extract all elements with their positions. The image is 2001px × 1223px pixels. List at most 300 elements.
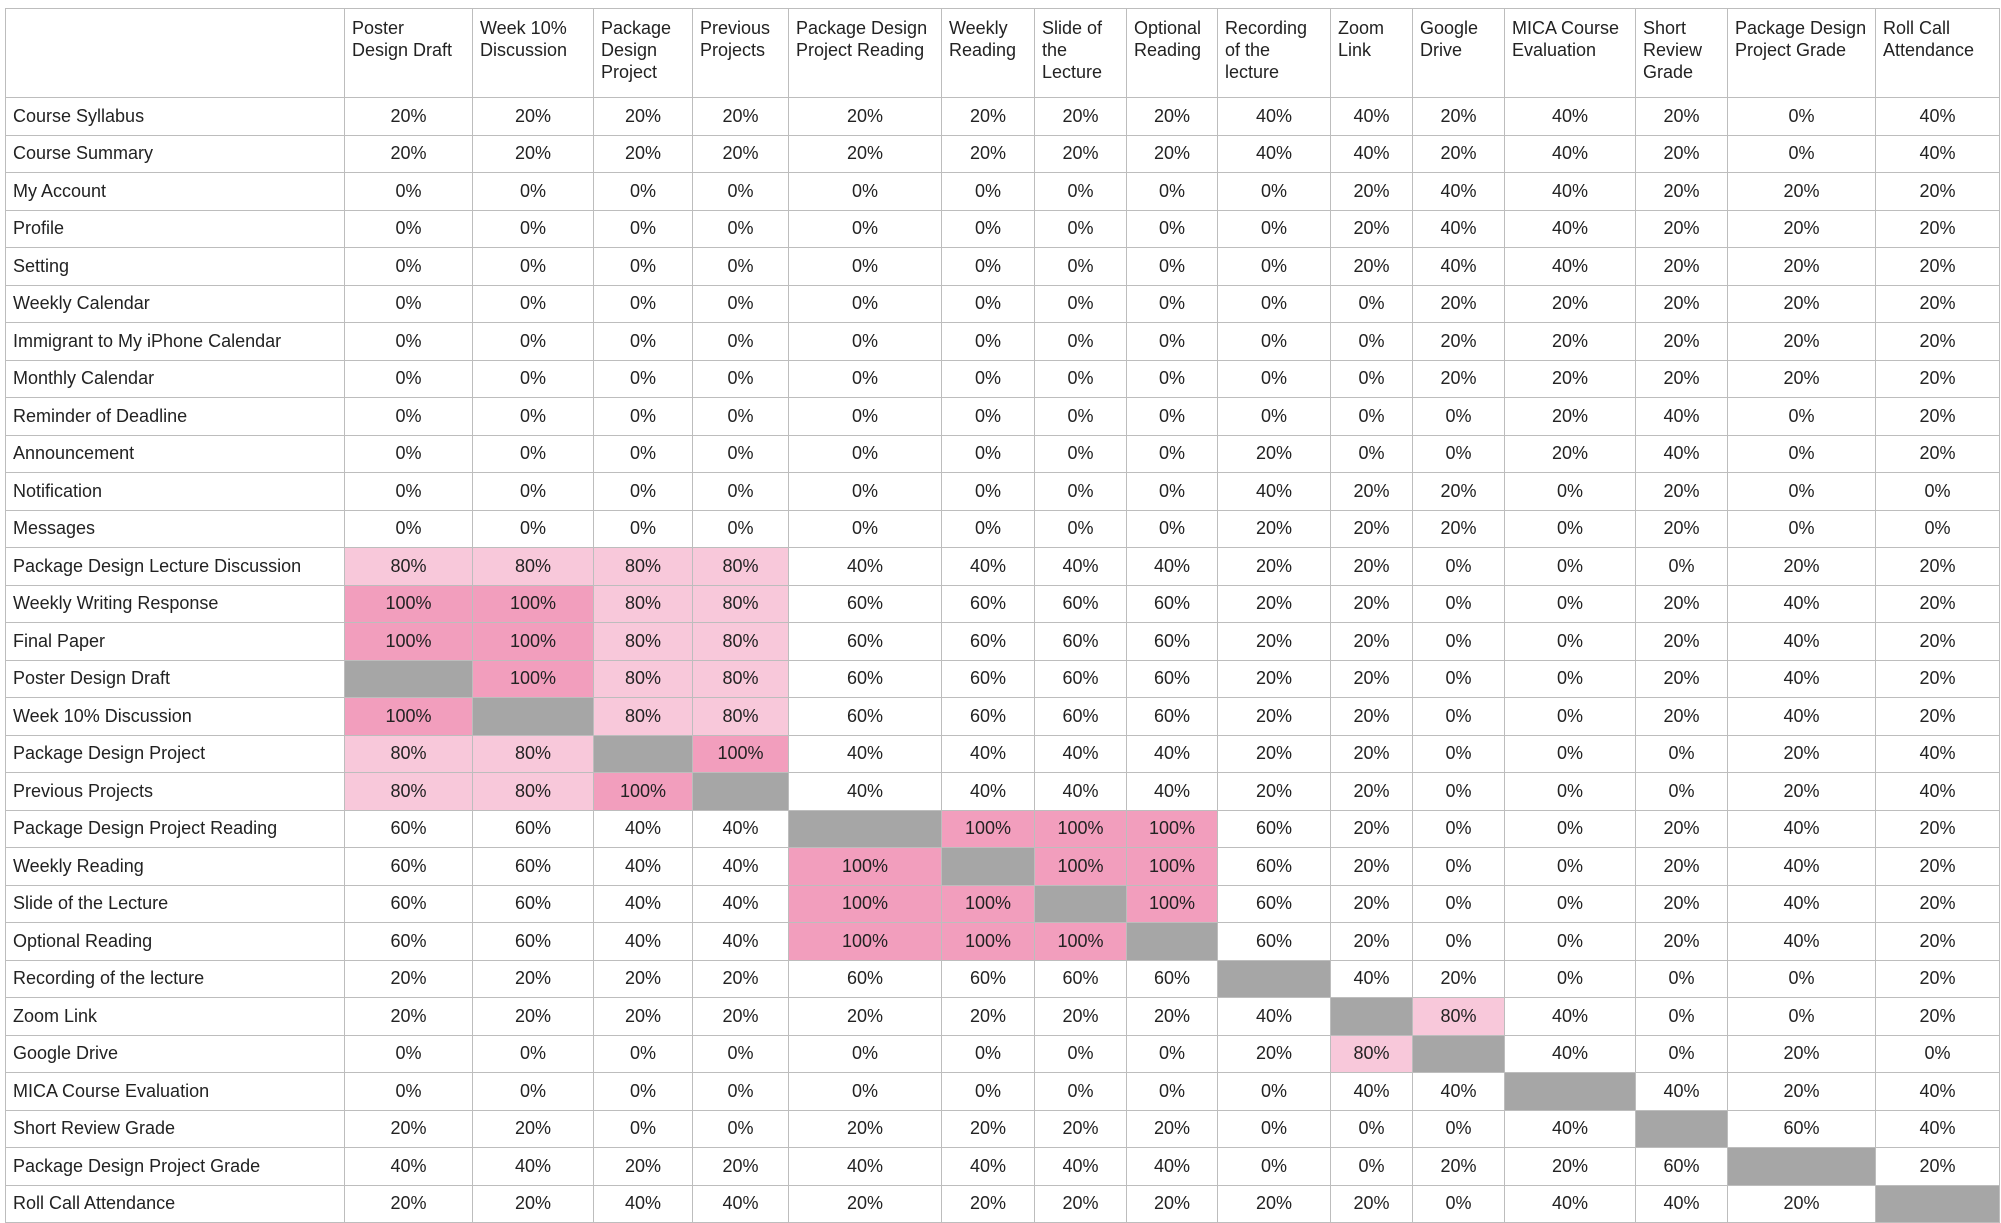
header-row: [6, 9, 2000, 98]
value-cell: 0%: [473, 510, 594, 548]
value-cell: 40%: [789, 735, 942, 773]
value-cell: 0%: [594, 1073, 693, 1111]
similarity-matrix: [5, 8, 2000, 1223]
table-row: [6, 398, 2000, 436]
value-cell: 40%: [1728, 698, 1876, 736]
value-cell: 0%: [594, 248, 693, 286]
column-header: Short Review Grade: [1636, 9, 1728, 98]
value-cell: 20%: [1127, 1110, 1218, 1148]
value-cell: 0%: [1127, 473, 1218, 511]
value-cell: 20%: [1218, 435, 1331, 473]
value-cell: 0%: [473, 398, 594, 436]
value-cell: 0%: [1127, 173, 1218, 211]
value-cell: 80%: [693, 698, 789, 736]
value-cell: 60%: [1035, 698, 1127, 736]
value-cell: 60%: [1035, 660, 1127, 698]
value-cell: 100%: [693, 735, 789, 773]
value-cell: 20%: [1035, 98, 1127, 136]
value-cell: 0%: [693, 1035, 789, 1073]
value-cell: 0%: [1505, 510, 1636, 548]
value-cell: 40%: [693, 810, 789, 848]
value-cell: 0%: [1505, 960, 1636, 998]
value-cell: 0%: [345, 360, 473, 398]
value-cell: 20%: [1876, 173, 2000, 211]
value-cell: 60%: [1728, 1110, 1876, 1148]
value-cell: 0%: [1505, 548, 1636, 586]
row-label: Course Syllabus: [6, 98, 345, 136]
value-cell: 80%: [693, 585, 789, 623]
value-cell: 20%: [1331, 1185, 1413, 1223]
value-cell: 20%: [1876, 698, 2000, 736]
value-cell: 20%: [1636, 98, 1728, 136]
value-cell: 20%: [473, 998, 594, 1036]
value-cell: 20%: [1331, 510, 1413, 548]
value-cell: 60%: [942, 623, 1035, 661]
value-cell: 0%: [1218, 285, 1331, 323]
value-cell: 80%: [693, 660, 789, 698]
row-label: Monthly Calendar: [6, 360, 345, 398]
column-header: Package Design Project Reading: [789, 9, 942, 98]
value-cell: 0%: [1728, 435, 1876, 473]
value-cell: 0%: [1413, 735, 1505, 773]
value-cell: 0%: [1218, 1148, 1331, 1186]
value-cell: 20%: [1127, 135, 1218, 173]
value-cell: 20%: [1728, 210, 1876, 248]
value-cell: 40%: [693, 885, 789, 923]
value-cell: 20%: [942, 135, 1035, 173]
value-cell: 40%: [1505, 1035, 1636, 1073]
value-cell: 0%: [473, 1073, 594, 1111]
value-cell: 60%: [789, 623, 942, 661]
value-cell: 0%: [1413, 810, 1505, 848]
value-cell: 20%: [1636, 285, 1728, 323]
value-cell: 0%: [789, 473, 942, 511]
value-cell: 40%: [942, 773, 1035, 811]
value-cell: 0%: [345, 435, 473, 473]
value-cell: 0%: [1413, 773, 1505, 811]
value-cell: 40%: [1505, 998, 1636, 1036]
value-cell: 0%: [594, 435, 693, 473]
value-cell: 20%: [1218, 773, 1331, 811]
value-cell: 20%: [1636, 848, 1728, 886]
value-cell: 0%: [594, 398, 693, 436]
value-cell: 80%: [594, 660, 693, 698]
value-cell: 0%: [473, 1035, 594, 1073]
value-cell: 0%: [345, 1073, 473, 1111]
value-cell: 60%: [789, 960, 942, 998]
value-cell: 0%: [693, 323, 789, 361]
row-label: Weekly Calendar: [6, 285, 345, 323]
table-row: [6, 735, 2000, 773]
self-cell: [1413, 1035, 1505, 1073]
value-cell: 80%: [1331, 1035, 1413, 1073]
value-cell: 0%: [1505, 585, 1636, 623]
value-cell: 80%: [594, 585, 693, 623]
self-cell: [1127, 923, 1218, 961]
value-cell: 20%: [1218, 585, 1331, 623]
value-cell: 100%: [1035, 923, 1127, 961]
value-cell: 20%: [1127, 998, 1218, 1036]
value-cell: 40%: [1728, 585, 1876, 623]
value-cell: 0%: [345, 285, 473, 323]
value-cell: 40%: [1728, 660, 1876, 698]
column-header: MICA Course Evaluation: [1505, 9, 1636, 98]
table-row: [6, 210, 2000, 248]
value-cell: 20%: [1413, 473, 1505, 511]
value-cell: 100%: [942, 810, 1035, 848]
value-cell: 80%: [345, 773, 473, 811]
value-cell: 20%: [693, 998, 789, 1036]
value-cell: 0%: [1331, 398, 1413, 436]
value-cell: 40%: [1331, 960, 1413, 998]
value-cell: 40%: [1331, 135, 1413, 173]
column-header: Package Design Project: [594, 9, 693, 98]
value-cell: 40%: [1876, 1110, 2000, 1148]
value-cell: 0%: [1035, 210, 1127, 248]
value-cell: 40%: [1035, 735, 1127, 773]
value-cell: 20%: [1636, 510, 1728, 548]
value-cell: 60%: [473, 848, 594, 886]
value-cell: 0%: [1505, 848, 1636, 886]
table-row: [6, 810, 2000, 848]
value-cell: 20%: [1218, 735, 1331, 773]
value-cell: 100%: [473, 623, 594, 661]
value-cell: 40%: [1876, 98, 2000, 136]
value-cell: 20%: [1331, 848, 1413, 886]
value-cell: 0%: [1636, 998, 1728, 1036]
value-cell: 20%: [1035, 135, 1127, 173]
value-cell: 0%: [1505, 735, 1636, 773]
value-cell: 80%: [693, 548, 789, 586]
table-row: [6, 173, 2000, 211]
value-cell: 20%: [1331, 248, 1413, 286]
value-cell: 40%: [693, 923, 789, 961]
value-cell: 0%: [942, 435, 1035, 473]
value-cell: 20%: [473, 1110, 594, 1148]
column-header: Previous Projects: [693, 9, 789, 98]
row-label: Weekly Writing Response: [6, 585, 345, 623]
value-cell: 0%: [693, 248, 789, 286]
value-cell: 0%: [1505, 773, 1636, 811]
value-cell: 0%: [789, 285, 942, 323]
value-cell: 60%: [1127, 698, 1218, 736]
value-cell: 40%: [1413, 173, 1505, 211]
value-cell: 20%: [789, 98, 942, 136]
value-cell: 0%: [1331, 323, 1413, 361]
value-cell: 20%: [1876, 210, 2000, 248]
value-cell: 20%: [1728, 1035, 1876, 1073]
value-cell: 20%: [1331, 623, 1413, 661]
value-cell: 0%: [345, 510, 473, 548]
column-header: Optional Reading: [1127, 9, 1218, 98]
value-cell: 0%: [942, 1073, 1035, 1111]
value-cell: 0%: [1127, 210, 1218, 248]
value-cell: 40%: [1127, 1148, 1218, 1186]
value-cell: 80%: [594, 698, 693, 736]
value-cell: 0%: [1636, 960, 1728, 998]
value-cell: 20%: [1127, 98, 1218, 136]
value-cell: 0%: [1127, 248, 1218, 286]
value-cell: 20%: [1413, 510, 1505, 548]
value-cell: 20%: [594, 1148, 693, 1186]
value-cell: 0%: [1127, 360, 1218, 398]
self-cell: [1331, 998, 1413, 1036]
value-cell: 40%: [693, 848, 789, 886]
corner-cell: [6, 9, 345, 98]
value-cell: 20%: [1728, 323, 1876, 361]
value-cell: 0%: [1127, 398, 1218, 436]
value-cell: 0%: [1035, 1073, 1127, 1111]
value-cell: 20%: [1636, 248, 1728, 286]
value-cell: 20%: [1728, 735, 1876, 773]
column-header: Poster Design Draft: [345, 9, 473, 98]
value-cell: 0%: [1413, 585, 1505, 623]
value-cell: 0%: [1127, 285, 1218, 323]
value-cell: 20%: [693, 960, 789, 998]
value-cell: 40%: [1876, 735, 2000, 773]
row-label: Slide of the Lecture: [6, 885, 345, 923]
value-cell: 0%: [1876, 1035, 2000, 1073]
value-cell: 100%: [942, 885, 1035, 923]
value-cell: 0%: [1505, 660, 1636, 698]
row-label: MICA Course Evaluation: [6, 1073, 345, 1111]
value-cell: 20%: [1636, 623, 1728, 661]
value-cell: 20%: [942, 998, 1035, 1036]
table-row: [6, 848, 2000, 886]
value-cell: 20%: [345, 960, 473, 998]
table-row: [6, 135, 2000, 173]
value-cell: 60%: [345, 885, 473, 923]
value-cell: 20%: [1876, 1148, 2000, 1186]
value-cell: 20%: [1505, 435, 1636, 473]
value-cell: 0%: [1636, 548, 1728, 586]
value-cell: 20%: [1636, 885, 1728, 923]
value-cell: 0%: [693, 510, 789, 548]
value-cell: 60%: [1127, 623, 1218, 661]
value-cell: 20%: [1218, 660, 1331, 698]
value-cell: 0%: [1218, 1073, 1331, 1111]
value-cell: 40%: [594, 848, 693, 886]
value-cell: 0%: [789, 173, 942, 211]
row-label: Course Summary: [6, 135, 345, 173]
value-cell: 40%: [1413, 248, 1505, 286]
value-cell: 0%: [693, 398, 789, 436]
value-cell: 40%: [1876, 1073, 2000, 1111]
value-cell: 60%: [473, 923, 594, 961]
value-cell: 20%: [1728, 173, 1876, 211]
value-cell: 0%: [942, 285, 1035, 323]
value-cell: 20%: [1035, 1110, 1127, 1148]
value-cell: 100%: [473, 660, 594, 698]
value-cell: 20%: [1218, 548, 1331, 586]
value-cell: 0%: [789, 210, 942, 248]
value-cell: 60%: [1218, 885, 1331, 923]
value-cell: 0%: [942, 510, 1035, 548]
self-cell: [594, 735, 693, 773]
value-cell: 20%: [1728, 285, 1876, 323]
value-cell: 40%: [1035, 773, 1127, 811]
value-cell: 40%: [942, 548, 1035, 586]
value-cell: 20%: [1331, 548, 1413, 586]
table-row: [6, 923, 2000, 961]
value-cell: 20%: [1218, 1185, 1331, 1223]
value-cell: 0%: [789, 248, 942, 286]
value-cell: 20%: [1636, 135, 1728, 173]
value-cell: 0%: [1505, 923, 1636, 961]
value-cell: 20%: [594, 960, 693, 998]
value-cell: 20%: [1876, 623, 2000, 661]
row-label: My Account: [6, 173, 345, 211]
value-cell: 40%: [345, 1148, 473, 1186]
value-cell: 0%: [1413, 398, 1505, 436]
row-label: Zoom Link: [6, 998, 345, 1036]
value-cell: 20%: [1413, 135, 1505, 173]
row-label: Package Design Project Reading: [6, 810, 345, 848]
value-cell: 20%: [1331, 735, 1413, 773]
value-cell: 20%: [1413, 98, 1505, 136]
value-cell: 0%: [1505, 473, 1636, 511]
self-cell: [693, 773, 789, 811]
value-cell: 60%: [942, 960, 1035, 998]
value-cell: 0%: [1035, 435, 1127, 473]
value-cell: 100%: [1035, 810, 1127, 848]
value-cell: 0%: [789, 398, 942, 436]
table-row: [6, 998, 2000, 1036]
value-cell: 20%: [1636, 660, 1728, 698]
value-cell: 0%: [1035, 1035, 1127, 1073]
value-cell: 20%: [1876, 248, 2000, 286]
value-cell: 0%: [594, 473, 693, 511]
value-cell: 20%: [1728, 1185, 1876, 1223]
value-cell: 40%: [1505, 1185, 1636, 1223]
column-header: Week 10% Discussion: [473, 9, 594, 98]
value-cell: 20%: [345, 135, 473, 173]
row-label: Short Review Grade: [6, 1110, 345, 1148]
table-row: [6, 660, 2000, 698]
value-cell: 0%: [1218, 210, 1331, 248]
value-cell: 20%: [1331, 810, 1413, 848]
value-cell: 20%: [1505, 285, 1636, 323]
value-cell: 0%: [473, 360, 594, 398]
value-cell: 20%: [1331, 885, 1413, 923]
value-cell: 80%: [594, 548, 693, 586]
value-cell: 20%: [1876, 398, 2000, 436]
value-cell: 0%: [789, 360, 942, 398]
value-cell: 20%: [1636, 473, 1728, 511]
row-label: Package Design Project: [6, 735, 345, 773]
value-cell: 40%: [1218, 98, 1331, 136]
value-cell: 0%: [345, 473, 473, 511]
column-header: Google Drive: [1413, 9, 1505, 98]
value-cell: 20%: [1413, 360, 1505, 398]
column-header: Recording of the lecture: [1218, 9, 1331, 98]
row-label: Weekly Reading: [6, 848, 345, 886]
value-cell: 0%: [473, 285, 594, 323]
row-label: Profile: [6, 210, 345, 248]
value-cell: 20%: [942, 98, 1035, 136]
value-cell: 20%: [1218, 510, 1331, 548]
value-cell: 100%: [789, 848, 942, 886]
value-cell: 0%: [1218, 1110, 1331, 1148]
value-cell: 0%: [345, 1035, 473, 1073]
value-cell: 20%: [473, 960, 594, 998]
row-label: Roll Call Attendance: [6, 1185, 345, 1223]
value-cell: 40%: [1331, 98, 1413, 136]
value-cell: 40%: [1876, 773, 2000, 811]
value-cell: 20%: [1413, 1148, 1505, 1186]
value-cell: 20%: [1728, 1073, 1876, 1111]
value-cell: 0%: [1413, 435, 1505, 473]
value-cell: 40%: [1636, 398, 1728, 436]
value-cell: 20%: [1413, 960, 1505, 998]
value-cell: 0%: [345, 210, 473, 248]
value-cell: 0%: [1636, 773, 1728, 811]
value-cell: 0%: [942, 398, 1035, 436]
table-row: [6, 623, 2000, 661]
value-cell: 0%: [942, 1035, 1035, 1073]
value-cell: 60%: [789, 660, 942, 698]
value-cell: 20%: [1331, 773, 1413, 811]
value-cell: 0%: [693, 285, 789, 323]
value-cell: 60%: [1127, 585, 1218, 623]
value-cell: 20%: [1876, 660, 2000, 698]
value-cell: 0%: [1035, 398, 1127, 436]
table-row: [6, 960, 2000, 998]
value-cell: 20%: [693, 1148, 789, 1186]
value-cell: 0%: [789, 1073, 942, 1111]
value-cell: 20%: [1127, 1185, 1218, 1223]
value-cell: 60%: [345, 923, 473, 961]
self-cell: [345, 660, 473, 698]
value-cell: 20%: [1331, 585, 1413, 623]
value-cell: 80%: [473, 735, 594, 773]
column-header: Zoom Link: [1331, 9, 1413, 98]
value-cell: 20%: [1876, 923, 2000, 961]
value-cell: 0%: [1728, 998, 1876, 1036]
table-row: [6, 1148, 2000, 1186]
value-cell: 20%: [1728, 248, 1876, 286]
value-cell: 0%: [1218, 248, 1331, 286]
value-cell: 0%: [693, 173, 789, 211]
value-cell: 0%: [693, 1073, 789, 1111]
value-cell: 0%: [1331, 1110, 1413, 1148]
value-cell: 20%: [1035, 1185, 1127, 1223]
value-cell: 60%: [789, 698, 942, 736]
value-cell: 20%: [1636, 698, 1728, 736]
column-header: Package Design Project Grade: [1728, 9, 1876, 98]
value-cell: 20%: [1505, 1148, 1636, 1186]
value-cell: 40%: [1218, 998, 1331, 1036]
value-cell: 100%: [1127, 848, 1218, 886]
table-row: [6, 773, 2000, 811]
value-cell: 40%: [1876, 135, 2000, 173]
value-cell: 80%: [473, 773, 594, 811]
value-cell: 0%: [1413, 548, 1505, 586]
value-cell: 0%: [1728, 473, 1876, 511]
value-cell: 20%: [1876, 285, 2000, 323]
table-row: [6, 248, 2000, 286]
value-cell: 0%: [1728, 510, 1876, 548]
value-cell: 100%: [473, 585, 594, 623]
value-cell: 0%: [1331, 285, 1413, 323]
value-cell: 0%: [1331, 435, 1413, 473]
value-cell: 100%: [345, 698, 473, 736]
column-header: Roll Call Attendance: [1876, 9, 2000, 98]
value-cell: 40%: [1505, 98, 1636, 136]
value-cell: 0%: [1413, 623, 1505, 661]
value-cell: 20%: [345, 1185, 473, 1223]
self-cell: [1876, 1185, 2000, 1223]
